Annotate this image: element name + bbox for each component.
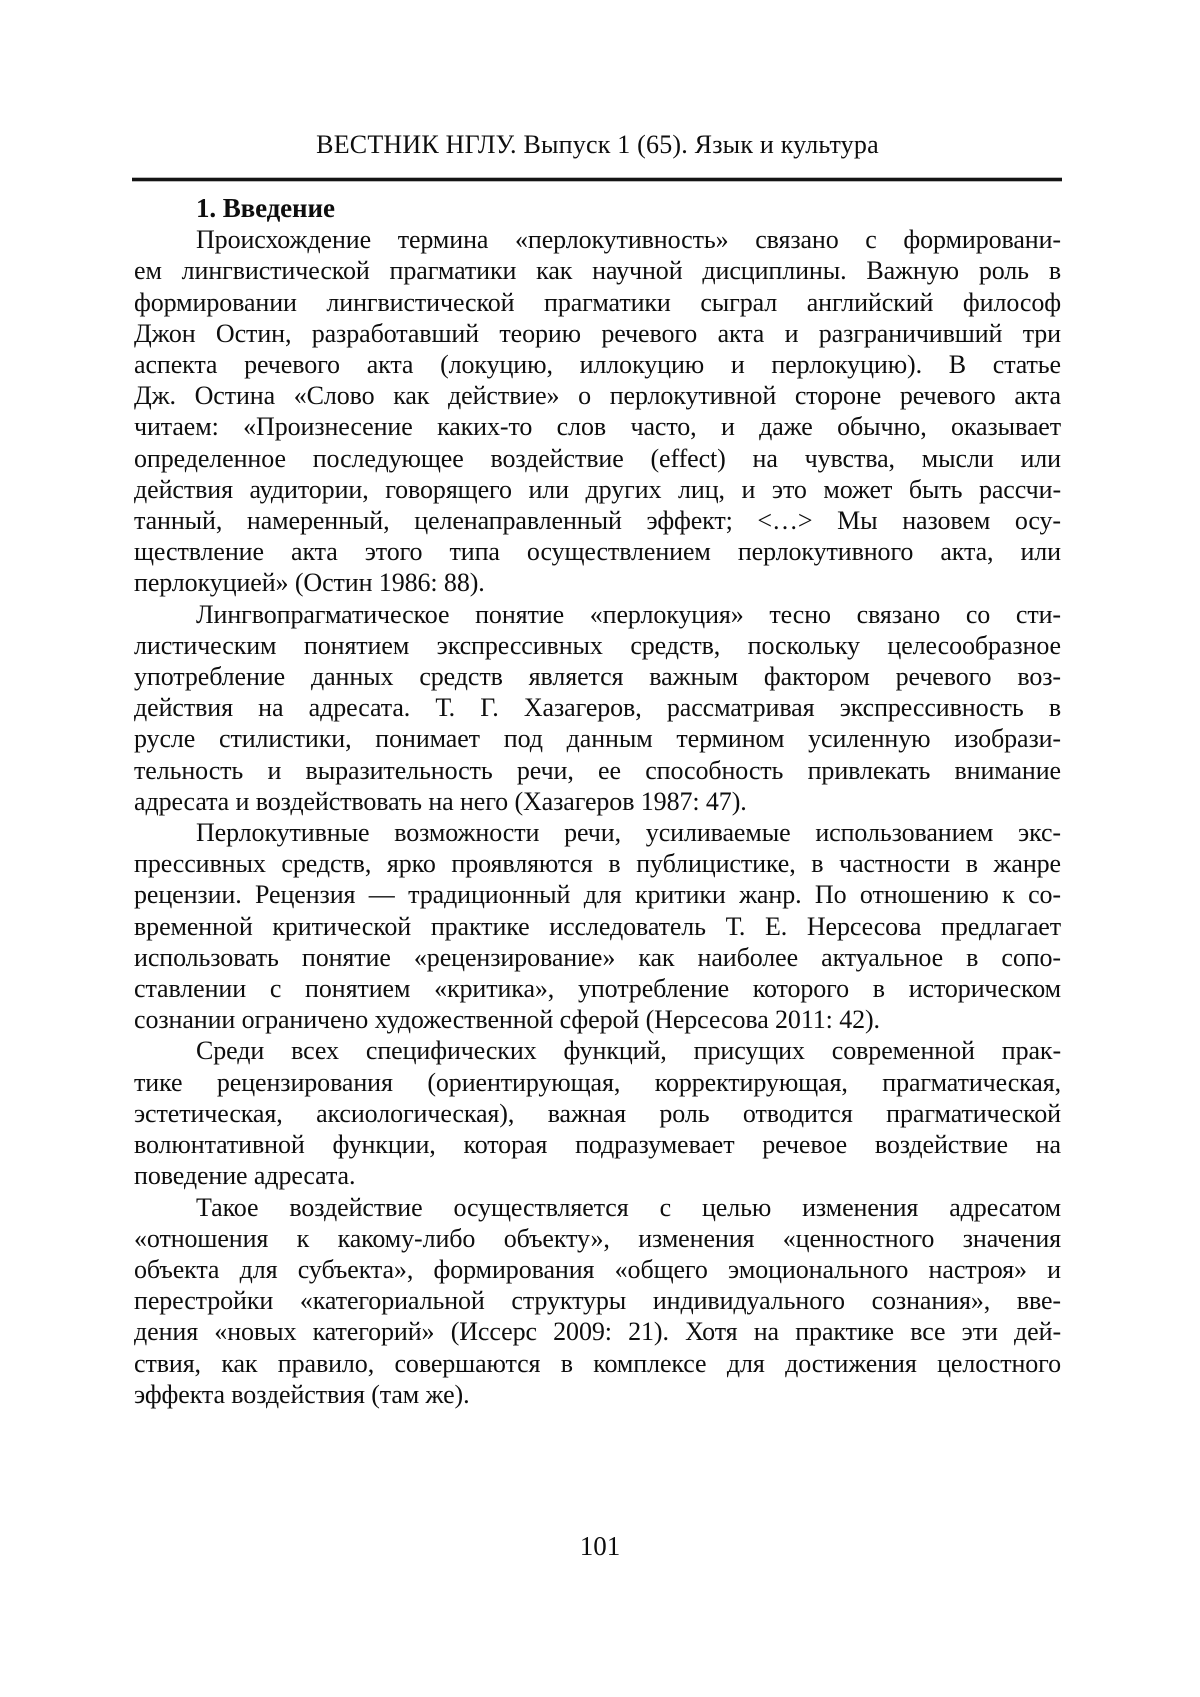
text-line: ставлении с понятием «критика», употребление которого в историческом	[134, 974, 1061, 1004]
text-line: объекта для субъекта», формирования «общего эмоционального настроя» и	[134, 1254, 1061, 1284]
text-line: поведение адресата.	[134, 1161, 356, 1191]
paragraph	[134, 1035, 1061, 1191]
text-line: ствия, как правило, совершаются в комплексе для достижения целостного	[134, 1348, 1061, 1378]
text-line: аспекта речевого акта (локуцию, иллокуцию и перлокуцию). В статье	[134, 350, 1061, 380]
text-line: ем лингвистической прагматики как научной дисциплины. Важную роль в	[134, 256, 1061, 286]
text-line: тике рецензирования (ориентирующая, корректирующая, прагматическая,	[134, 1067, 1061, 1097]
text-line: Дж. Остина «Слово как действие» о перлокутивной стороне речевого акта	[134, 381, 1061, 411]
text-line: волюнтативной функции, которая подразумевает речевое воздействие на	[134, 1130, 1061, 1160]
text-line: листическим понятием экспрессивных средств, поскольку целесообразное	[134, 630, 1061, 660]
text-line: ществление акта этого типа осуществлением перлокутивного акта, или	[134, 537, 1061, 567]
text-line: русле стилистики, понимает под данным термином усиленную изобрази-	[134, 724, 1061, 754]
text-line: Перлокутивные возможности речи, усиливаемые использованием экс-	[196, 818, 1061, 848]
text-line: эстетическая, аксиологическая), важная роль отводится прагматической	[134, 1098, 1061, 1128]
paragraph	[134, 817, 1061, 1035]
text-line: определенное последующее воздействие (effect) на чувства, мысли или	[134, 443, 1061, 473]
paragraphs-container	[134, 224, 1061, 1410]
paragraph	[134, 1192, 1061, 1410]
text-line: формировании лингвистической прагматики сыграл английский философ	[134, 287, 1061, 317]
text-line: читаем: «Произнесение каких-то слов часто, и даже обычно, оказывает	[134, 412, 1061, 442]
section-heading: 1. Введение	[196, 193, 335, 223]
text-line: танный, намеренный, целенаправленный эффект; <…> Мы назовем осу-	[134, 506, 1061, 536]
text-line: «отношения к какому-либо объекту», изменения «ценностного значения	[134, 1223, 1061, 1253]
header-rule	[132, 177, 1062, 182]
article-body	[134, 193, 1061, 1410]
text-line: сознании ограничено художественной сферой (Нерсесова 2011: 42).	[134, 1005, 880, 1035]
running-head: ВЕСТНИК НГЛУ. Выпуск 1 (65). Язык и культура	[316, 130, 879, 159]
paragraph	[134, 599, 1061, 817]
text-line: действия на адресата. Т. Г. Хазагеров, рассматривая экспрессивность в	[134, 693, 1061, 723]
text-line: Джон Остин, разработавший теорию речевого акта и разграничивший три	[134, 318, 1061, 348]
text-line: эффекта воздействия (там же).	[134, 1379, 470, 1409]
paragraph	[134, 224, 1061, 598]
text-line: Происхождение термина «перлокутивность» связано с формировани-	[196, 225, 1061, 255]
text-line: рецензии. Рецензия — традиционный для критики жанр. По отношению к со-	[134, 880, 1061, 910]
text-line: дения «новых категорий» (Иссерс 2009: 21). Хотя на практике все эти дей-	[134, 1317, 1061, 1347]
text-line: употребление данных средств является важным фактором речевого воз-	[134, 662, 1061, 692]
text-line: прессивных средств, ярко проявляются в публицистике, в частности в жанре	[134, 849, 1061, 879]
text-line: Такое воздействие осуществляется с целью изменения адресатом	[196, 1192, 1061, 1222]
text-line: использовать понятие «рецензирование» как наиболее актуальное в сопо-	[134, 942, 1061, 972]
text-line: временной критической практике исследователь Т. Е. Нерсесова предлагает	[134, 911, 1061, 941]
text-line: Среди всех специфических функций, присущих современной прак-	[196, 1036, 1061, 1066]
text-line: перестройки «категориальной структуры индивидуального сознания», вве-	[134, 1286, 1061, 1316]
text-line: Лингвопрагматическое понятие «перлокуция» тесно связано со сти-	[196, 599, 1061, 629]
text-line: адресата и воздействовать на него (Хазагеров 1987: 47).	[134, 786, 747, 816]
text-line: перлокуцией» (Остин 1986: 88).	[134, 568, 485, 598]
page-number: 101	[579, 1531, 621, 1561]
text-line: тельность и выразительность речи, ее способность привлекать внимание	[134, 755, 1061, 785]
text-line: действия аудитории, говорящего или других лиц, и это может быть рассчи-	[134, 474, 1061, 504]
